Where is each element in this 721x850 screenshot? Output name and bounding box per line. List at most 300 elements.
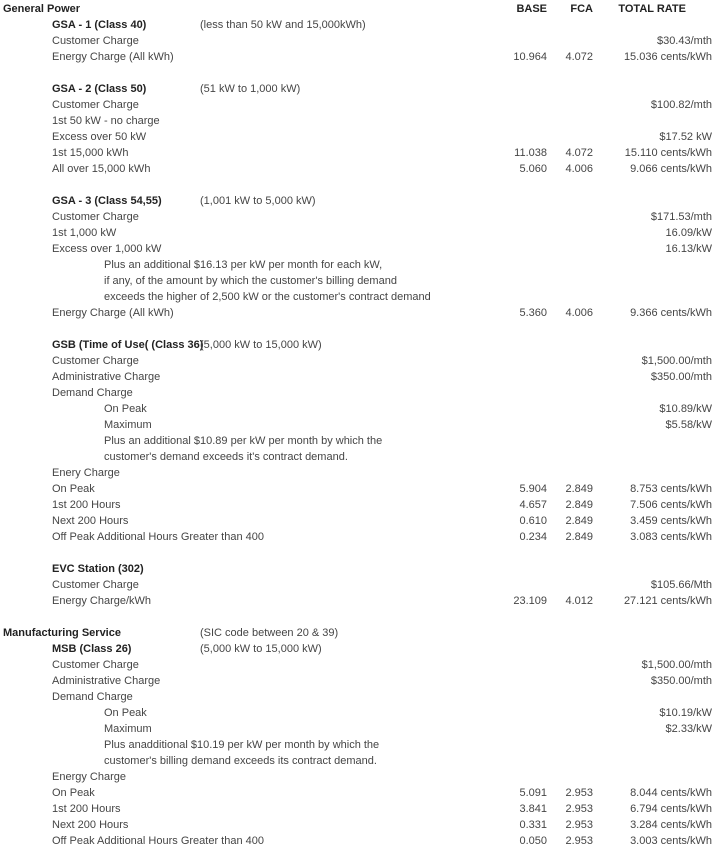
total-rate-value	[593, 385, 712, 401]
label-cell	[0, 33, 480, 49]
row-label: On Peak	[104, 403, 147, 415]
row-description: (51 kW to 1,000 kW)	[200, 83, 301, 95]
fca-value: 2.953	[565, 803, 593, 815]
total-rate-value: 3.284 cents/kWh	[630, 819, 712, 831]
base-value: 4.657	[519, 499, 547, 511]
base-value	[480, 689, 547, 705]
total-rate-value	[593, 641, 712, 657]
row-label: Demand Charge	[52, 691, 133, 703]
base-value	[480, 385, 547, 401]
table-row	[0, 129, 712, 145]
table-row	[0, 753, 712, 769]
base-value	[480, 241, 547, 257]
row-label: customer's billing demand exceeds its contract demand.	[104, 755, 377, 767]
row-description: (5,000 kW to 15,000 kW)	[200, 643, 322, 655]
table-row	[0, 641, 712, 657]
base-value	[480, 17, 547, 33]
row-label: Manufacturing Service	[3, 627, 121, 639]
row-label: Enery Charge	[52, 467, 120, 479]
row-label: Plus an additional $16.13 per kW per month for each kW,	[104, 259, 383, 271]
table-row	[0, 145, 712, 161]
table-row	[0, 161, 712, 177]
total-rate-value: $10.19/kW	[659, 707, 712, 719]
total-rate-value: 27.121 cents/kWh	[623, 595, 712, 607]
label-cell	[0, 433, 480, 449]
label-cell	[0, 753, 480, 769]
base-value	[480, 33, 547, 49]
base-value: 0.050	[519, 835, 547, 847]
fca-value: 2.953	[565, 787, 593, 799]
row-label: Demand Charge	[52, 387, 133, 399]
fca-value: 4.072	[565, 147, 593, 159]
base-value	[480, 81, 547, 97]
base-value	[480, 337, 547, 353]
table-row	[0, 689, 712, 705]
total-rate-value: 8.044 cents/kWh	[630, 787, 712, 799]
row-label: Customer Charge	[52, 211, 139, 223]
table-row	[0, 801, 712, 817]
base-value	[480, 465, 547, 481]
base-value	[480, 545, 547, 561]
table-row	[0, 529, 712, 545]
total-rate-value	[593, 625, 712, 641]
fca-value	[547, 753, 593, 769]
table-row	[0, 497, 712, 513]
total-rate-value	[593, 753, 712, 769]
fca-value	[547, 577, 593, 593]
fca-value	[547, 641, 593, 657]
table-row	[0, 449, 712, 465]
fca-value	[547, 401, 593, 417]
row-label: Off Peak Additional Hours Greater than 400	[52, 835, 264, 847]
label-cell	[0, 193, 480, 209]
row-label: GSA - 1 (Class 40)	[52, 19, 147, 31]
fca-value	[547, 209, 593, 225]
base-value	[480, 657, 547, 673]
label-cell	[0, 225, 480, 241]
label-cell	[0, 801, 480, 817]
row-label: Plus anadditional $10.19 per kW per month by which the	[104, 739, 380, 751]
base-value	[480, 177, 547, 193]
fca-value: 2.953	[565, 819, 593, 831]
label-cell	[0, 321, 480, 337]
fca-value	[547, 561, 593, 577]
label-cell	[0, 673, 480, 689]
table-row	[0, 577, 712, 593]
fca-value	[547, 449, 593, 465]
row-label: Maximum	[104, 723, 152, 735]
fca-value: 2.953	[565, 835, 593, 847]
column-header-total-rate: TOTAL RATE	[618, 3, 686, 15]
row-description: (5,000 kW to 15,000 kW)	[200, 339, 322, 351]
table-row	[0, 241, 712, 257]
base-value: 0.331	[519, 819, 547, 831]
fca-value	[547, 369, 593, 385]
label-cell	[0, 113, 480, 129]
label-cell	[0, 145, 480, 161]
row-label: Customer Charge	[52, 35, 139, 47]
label-cell	[0, 289, 480, 305]
table-row	[0, 113, 712, 129]
table-row	[0, 209, 712, 225]
row-label: GSB (Time of Use( (Class 36)	[52, 339, 204, 351]
base-value	[480, 225, 547, 241]
total-rate-value	[593, 257, 712, 273]
row-label: Customer Charge	[52, 99, 139, 111]
row-label: Energy Charge/kWh	[52, 595, 152, 607]
base-value: 5.360	[519, 307, 547, 319]
base-value	[480, 401, 547, 417]
row-label: GSA - 2 (Class 50)	[52, 83, 147, 95]
fca-value	[547, 177, 593, 193]
column-header-base: BASE	[516, 3, 547, 15]
base-value	[480, 433, 547, 449]
total-rate-value: $30.43/mth	[656, 35, 712, 47]
label-cell	[0, 625, 480, 641]
base-value: 10.964	[513, 51, 547, 63]
row-label: Customer Charge	[52, 659, 139, 671]
base-value: 5.091	[519, 787, 547, 799]
label-cell	[0, 209, 480, 225]
label-cell	[0, 177, 480, 193]
table-row	[0, 337, 712, 353]
label-cell	[0, 161, 480, 177]
fca-value	[547, 609, 593, 625]
column-header-fca: FCA	[570, 3, 593, 15]
label-cell	[0, 689, 480, 705]
total-rate-value	[593, 289, 712, 305]
table-row	[0, 193, 712, 209]
fca-value	[547, 705, 593, 721]
table-row	[0, 401, 712, 417]
fca-value	[547, 17, 593, 33]
row-label: Administrative Charge	[52, 371, 161, 383]
label-cell	[0, 721, 480, 737]
row-label: Energy Charge (All kWh)	[52, 51, 174, 63]
fca-value	[547, 113, 593, 129]
base-value	[480, 561, 547, 577]
total-rate-value: $10.89/kW	[659, 403, 712, 415]
fca-value: 2.849	[565, 483, 593, 495]
base-value	[480, 641, 547, 657]
row-label: 1st 200 Hours	[52, 803, 121, 815]
row-label: Customer Charge	[52, 355, 139, 367]
total-rate-value	[593, 465, 712, 481]
base-value	[480, 673, 547, 689]
table-row	[0, 369, 712, 385]
fca-value	[547, 225, 593, 241]
fca-value	[547, 129, 593, 145]
table-row	[0, 305, 712, 321]
total-rate-value: 9.366 cents/kWh	[630, 307, 712, 319]
label-cell	[0, 705, 480, 721]
total-rate-value: $2.33/kW	[665, 723, 712, 735]
row-label: MSB (Class 26)	[52, 643, 132, 655]
total-rate-value	[593, 689, 712, 705]
base-value	[480, 289, 547, 305]
row-label: 1st 15,000 kWh	[52, 147, 129, 159]
table-row	[0, 657, 712, 673]
fca-value	[547, 273, 593, 289]
total-rate-value: $1,500.00/mth	[641, 659, 712, 671]
base-value	[480, 449, 547, 465]
base-value	[480, 353, 547, 369]
fca-value	[547, 81, 593, 97]
total-rate-value: 8.753 cents/kWh	[630, 483, 712, 495]
row-label: exceeds the higher of 2,500 kW or the customer's contract demand	[104, 291, 431, 303]
table-row	[0, 817, 712, 833]
fca-value	[547, 257, 593, 273]
total-rate-value: 9.066 cents/kWh	[630, 163, 712, 175]
label-cell	[0, 417, 480, 433]
total-rate-value	[593, 65, 712, 81]
table-row	[0, 257, 712, 273]
table-row	[0, 785, 712, 801]
row-label: On Peak	[52, 787, 95, 799]
row-label: On Peak	[52, 483, 95, 495]
fca-value	[547, 385, 593, 401]
total-rate-value	[593, 609, 712, 625]
label-cell	[0, 465, 480, 481]
base-value: 5.060	[519, 163, 547, 175]
fca-value	[547, 769, 593, 785]
row-label: Customer Charge	[52, 579, 139, 591]
row-label: Administrative Charge	[52, 675, 161, 687]
row-label: Maximum	[104, 419, 152, 431]
base-value	[480, 209, 547, 225]
total-rate-value	[593, 321, 712, 337]
table-row	[0, 17, 712, 33]
fca-value	[547, 545, 593, 561]
total-rate-value: 16.09/kW	[665, 227, 712, 239]
fca-value	[547, 321, 593, 337]
label-cell	[0, 593, 480, 609]
label-cell	[0, 657, 480, 673]
base-value	[480, 609, 547, 625]
fca-value	[547, 657, 593, 673]
base-value: 5.904	[519, 483, 547, 495]
total-rate-value: 15.036 cents/kWh	[623, 51, 712, 63]
row-label: Next 200 Hours	[52, 515, 129, 527]
table-row	[0, 1, 712, 17]
total-rate-value: $17.52 kW	[659, 131, 712, 143]
table-row	[0, 321, 712, 337]
fca-value: 2.849	[565, 499, 593, 511]
total-rate-value	[593, 337, 712, 353]
total-rate-value	[593, 113, 712, 129]
total-rate-value: $350.00/mth	[650, 675, 712, 687]
base-value	[480, 193, 547, 209]
table-row	[0, 417, 712, 433]
base-value	[480, 273, 547, 289]
table-row	[0, 481, 712, 497]
table-row	[0, 769, 712, 785]
table-row	[0, 545, 712, 561]
label-cell	[0, 545, 480, 561]
total-rate-value	[593, 81, 712, 97]
total-rate-value	[593, 17, 712, 33]
fca-value	[547, 465, 593, 481]
base-value	[480, 321, 547, 337]
fca-value	[547, 337, 593, 353]
table-row	[0, 721, 712, 737]
base-value: 0.234	[519, 531, 547, 543]
table-row	[0, 33, 712, 49]
label-cell	[0, 97, 480, 113]
base-value	[480, 257, 547, 273]
table-row	[0, 513, 712, 529]
fca-value	[547, 737, 593, 753]
label-cell	[0, 497, 480, 513]
label-cell	[0, 737, 480, 753]
table-row	[0, 673, 712, 689]
table-row	[0, 65, 712, 81]
base-value	[480, 769, 547, 785]
row-description: (1,001 kW to 5,000 kW)	[200, 195, 316, 207]
total-rate-value: $171.53/mth	[650, 211, 712, 223]
label-cell	[0, 305, 480, 321]
label-cell	[0, 65, 480, 81]
fca-value	[547, 433, 593, 449]
row-label: Next 200 Hours	[52, 819, 129, 831]
base-value	[480, 65, 547, 81]
fca-value	[547, 625, 593, 641]
base-value: 23.109	[513, 595, 547, 607]
fca-value	[547, 193, 593, 209]
total-rate-value: $100.82/mth	[650, 99, 712, 111]
label-cell	[0, 385, 480, 401]
fca-value	[547, 241, 593, 257]
label-cell	[0, 481, 480, 497]
base-value	[480, 705, 547, 721]
label-cell	[0, 241, 480, 257]
total-rate-value: 15.110 cents/kWh	[624, 147, 712, 159]
base-value	[480, 625, 547, 641]
label-cell	[0, 785, 480, 801]
fca-value: 4.006	[565, 163, 593, 175]
total-rate-value: 16.13/kW	[665, 243, 712, 255]
table-row	[0, 385, 712, 401]
row-label: All over 15,000 kWh	[52, 163, 151, 175]
base-value	[480, 577, 547, 593]
total-rate-value	[593, 737, 712, 753]
base-value	[480, 97, 547, 113]
table-row	[0, 97, 712, 113]
label-cell	[0, 577, 480, 593]
table-row	[0, 609, 712, 625]
fca-value: 4.006	[565, 307, 593, 319]
total-rate-value	[593, 545, 712, 561]
table-row	[0, 465, 712, 481]
total-rate-value: 3.459 cents/kWh	[630, 515, 712, 527]
label-cell	[0, 769, 480, 785]
row-label: 1st 200 Hours	[52, 499, 121, 511]
label-cell	[0, 513, 480, 529]
total-rate-value	[593, 769, 712, 785]
fca-value: 2.849	[565, 531, 593, 543]
row-label: 1st 50 kW - no charge	[52, 115, 160, 127]
label-cell	[0, 817, 480, 833]
table-row	[0, 625, 712, 641]
label-cell	[0, 337, 480, 353]
base-value	[480, 417, 547, 433]
label-cell	[0, 49, 480, 65]
fca-value: 4.072	[565, 51, 593, 63]
table-row	[0, 737, 712, 753]
total-rate-value	[593, 193, 712, 209]
section-header-general-power: General Power	[3, 3, 81, 15]
total-rate-value: 7.506 cents/kWh	[630, 499, 712, 511]
label-cell	[0, 449, 480, 465]
label-cell	[0, 561, 480, 577]
fca-value: 4.012	[565, 595, 593, 607]
label-cell	[0, 353, 480, 369]
label-cell	[0, 369, 480, 385]
total-rate-value: 3.083 cents/kWh	[630, 531, 712, 543]
label-cell	[0, 129, 480, 145]
total-rate-value	[593, 433, 712, 449]
row-label: Energy Charge	[52, 771, 126, 783]
fca-value	[547, 33, 593, 49]
total-rate-value	[593, 177, 712, 193]
label-cell	[0, 529, 480, 545]
fca-value: 2.849	[565, 515, 593, 527]
base-value	[480, 753, 547, 769]
base-value	[480, 369, 547, 385]
table-row	[0, 705, 712, 721]
row-label: EVC Station (302)	[52, 563, 144, 575]
base-value	[480, 737, 547, 753]
label-cell	[0, 81, 480, 97]
base-value: 11.038	[514, 147, 547, 159]
table-row	[0, 561, 712, 577]
table-row	[0, 433, 712, 449]
total-rate-value	[593, 273, 712, 289]
total-rate-value: $350.00/mth	[650, 371, 712, 383]
label-cell	[0, 833, 480, 849]
total-rate-value: $1,500.00/mth	[641, 355, 712, 367]
row-description: (less than 50 kW and 15,000kWh)	[200, 19, 366, 31]
row-label: Excess over 50 kW	[52, 131, 147, 143]
total-rate-value: 3.003 cents/kWh	[630, 835, 712, 847]
base-value	[480, 129, 547, 145]
base-value: 3.841	[519, 803, 547, 815]
total-rate-value: 6.794 cents/kWh	[630, 803, 712, 815]
table-row	[0, 81, 712, 97]
fca-value	[547, 289, 593, 305]
base-value	[480, 721, 547, 737]
fca-value	[547, 673, 593, 689]
row-label: 1st 1,000 kW	[52, 227, 117, 239]
fca-value	[547, 689, 593, 705]
row-label: Off Peak Additional Hours Greater than 400	[52, 531, 264, 543]
label-cell	[0, 401, 480, 417]
label-cell	[0, 609, 480, 625]
table-row	[0, 273, 712, 289]
row-label: Plus an additional $10.89 per kW per month by which the	[104, 435, 383, 447]
row-description: (SIC code between 20 & 39)	[200, 627, 339, 639]
base-value	[480, 113, 547, 129]
row-label: if any, of the amount by which the customer's billing demand	[104, 275, 397, 287]
fca-value	[547, 97, 593, 113]
label-cell	[0, 257, 480, 273]
base-value: 0.610	[519, 515, 547, 527]
fca-value	[547, 721, 593, 737]
fca-value	[547, 65, 593, 81]
table-row	[0, 177, 712, 193]
row-label: On Peak	[104, 707, 147, 719]
table-row	[0, 225, 712, 241]
